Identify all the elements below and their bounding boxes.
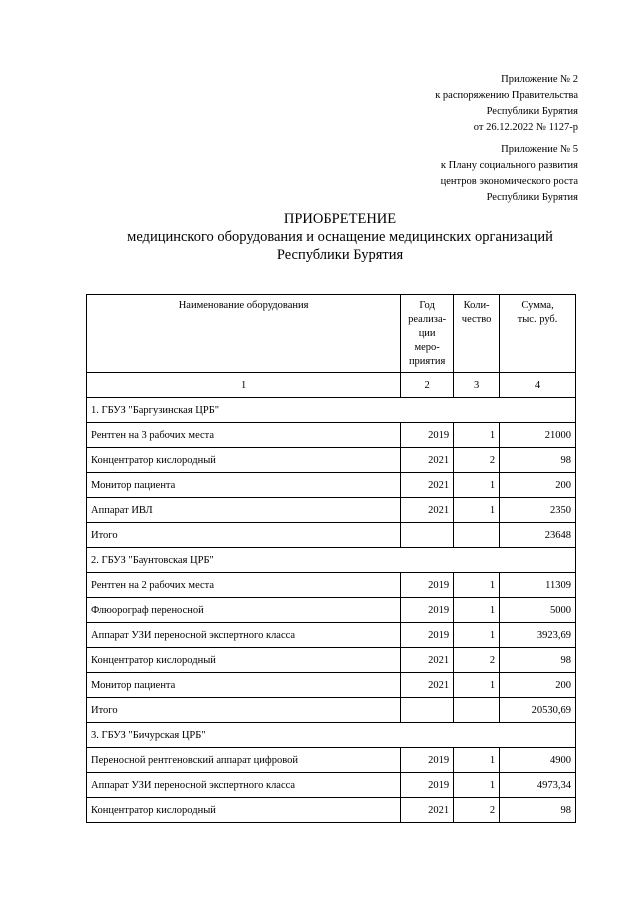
cell-sum: 200 [500, 673, 576, 698]
cell-sum: 98 [500, 798, 576, 823]
cell-year: 2019 [401, 423, 454, 448]
section-row [87, 548, 576, 573]
header-sum-line: тыс. руб. [517, 314, 558, 325]
cell-year [401, 698, 454, 723]
appendix-5-line: к Плану социального развития [440, 160, 578, 171]
header-year-line: ции [418, 328, 436, 339]
table-header-row [87, 295, 576, 373]
table-row [87, 748, 576, 773]
cell-qty: 1 [454, 498, 500, 523]
cell-sum: 4973,34 [500, 773, 576, 798]
title-line: Республики Бурятия [276, 247, 404, 263]
cell-year: 2019 [401, 748, 454, 773]
section-title: 1. ГБУЗ "Баргузинская ЦРБ" [87, 398, 576, 423]
header-year-line: Год [419, 300, 435, 311]
cell-year [401, 523, 454, 548]
header-year [401, 295, 454, 373]
cell-sum: 20530,69 [500, 698, 576, 723]
cell-sum: 21000 [500, 423, 576, 448]
total-row [87, 698, 576, 723]
cell-name: Итого [87, 523, 401, 548]
appendix-5-line: центров экономического роста [440, 176, 578, 187]
cell-year: 2021 [401, 673, 454, 698]
cell-qty: 1 [454, 623, 500, 648]
cell-qty [454, 523, 500, 548]
cell-year: 2019 [401, 573, 454, 598]
cell-name: Рентген на 2 рабочих места [87, 573, 401, 598]
cell-name: Концентратор кислородный [87, 448, 401, 473]
table-row [87, 798, 576, 823]
cell-year: 2019 [401, 623, 454, 648]
cell-sum: 2350 [500, 498, 576, 523]
table-row [87, 598, 576, 623]
cell-qty: 1 [454, 748, 500, 773]
cell-year: 2021 [401, 448, 454, 473]
cell-qty: 2 [454, 648, 500, 673]
cell-qty: 1 [454, 673, 500, 698]
cell-sum: 98 [500, 448, 576, 473]
cell-name: Переносной рентгеновский аппарат цифровой [87, 748, 401, 773]
cell-qty: 2 [454, 798, 500, 823]
header-sum-line: Сумма, [521, 300, 554, 311]
cell-name: Итого [87, 698, 401, 723]
cell-name: Рентген на 3 рабочих места [87, 423, 401, 448]
column-number: 4 [500, 373, 576, 398]
cell-qty: 2 [454, 448, 500, 473]
table-row [87, 573, 576, 598]
appendix-5-line: Республики Бурятия [486, 192, 578, 203]
cell-sum: 5000 [500, 598, 576, 623]
cell-year: 2019 [401, 773, 454, 798]
column-number-row [87, 373, 576, 398]
appendix-5-block [380, 142, 578, 206]
header-qty [454, 295, 500, 373]
cell-qty: 1 [454, 598, 500, 623]
cell-name: Аппарат УЗИ переносной экспертного класса [87, 773, 401, 798]
cell-name: Аппарат УЗИ переносной экспертного класса [87, 623, 401, 648]
appendix-2-line: Республики Бурятия [486, 106, 578, 117]
cell-sum: 200 [500, 473, 576, 498]
header-qty-line: Коли- [463, 300, 490, 311]
section-row [87, 723, 576, 748]
cell-sum: 23648 [500, 523, 576, 548]
cell-year: 2021 [401, 498, 454, 523]
table-row [87, 423, 576, 448]
table-row [87, 498, 576, 523]
cell-name: Концентратор кислородный [87, 648, 401, 673]
section-row [87, 398, 576, 423]
cell-year: 2021 [401, 798, 454, 823]
cell-sum: 98 [500, 648, 576, 673]
header-year-line: меро- [414, 342, 440, 353]
table-row [87, 648, 576, 673]
cell-year: 2021 [401, 648, 454, 673]
header-name: Наименование оборудования [87, 295, 401, 373]
cell-qty: 1 [454, 573, 500, 598]
table-row [87, 623, 576, 648]
header-year-line: приятия [408, 356, 446, 367]
cell-year: 2021 [401, 473, 454, 498]
section-title: 2. ГБУЗ "Баунтовская ЦРБ" [87, 548, 576, 573]
cell-sum: 4900 [500, 748, 576, 773]
title-line: медицинского оборудования и оснащение медицинских организаций [127, 229, 553, 245]
appendix-2-block [380, 72, 578, 136]
cell-qty: 1 [454, 773, 500, 798]
table-row [87, 473, 576, 498]
appendix-2-line: Приложение № 2 [501, 74, 578, 85]
equipment-table [86, 294, 576, 823]
appendix-2-line: к распоряжению Правительства [435, 90, 578, 101]
cell-qty: 1 [454, 473, 500, 498]
cell-name: Флюорограф переносной [87, 598, 401, 623]
column-number: 2 [401, 373, 454, 398]
table-row [87, 448, 576, 473]
table-row [87, 673, 576, 698]
cell-sum: 3923,69 [500, 623, 576, 648]
cell-sum: 11309 [500, 573, 576, 598]
title-line: ПРИОБРЕТЕНИЕ [283, 211, 397, 227]
section-title: 3. ГБУЗ "Бичурская ЦРБ" [87, 723, 576, 748]
cell-name: Монитор пациента [87, 673, 401, 698]
header-year-line: реализа- [408, 314, 447, 325]
cell-year: 2019 [401, 598, 454, 623]
cell-qty [454, 698, 500, 723]
table-body [87, 398, 576, 823]
column-number: 1 [87, 373, 401, 398]
total-row [87, 523, 576, 548]
appendix-5-line: Приложение № 5 [501, 144, 578, 155]
column-number: 3 [454, 373, 500, 398]
document-title [40, 210, 640, 264]
cell-name: Аппарат ИВЛ [87, 498, 401, 523]
header-qty-line: чество [461, 314, 492, 325]
cell-qty: 1 [454, 423, 500, 448]
table-row [87, 773, 576, 798]
cell-name: Монитор пациента [87, 473, 401, 498]
appendix-2-line: от 26.12.2022 № 1127-р [473, 122, 578, 133]
cell-name: Концентратор кислородный [87, 798, 401, 823]
header-sum [500, 295, 576, 373]
